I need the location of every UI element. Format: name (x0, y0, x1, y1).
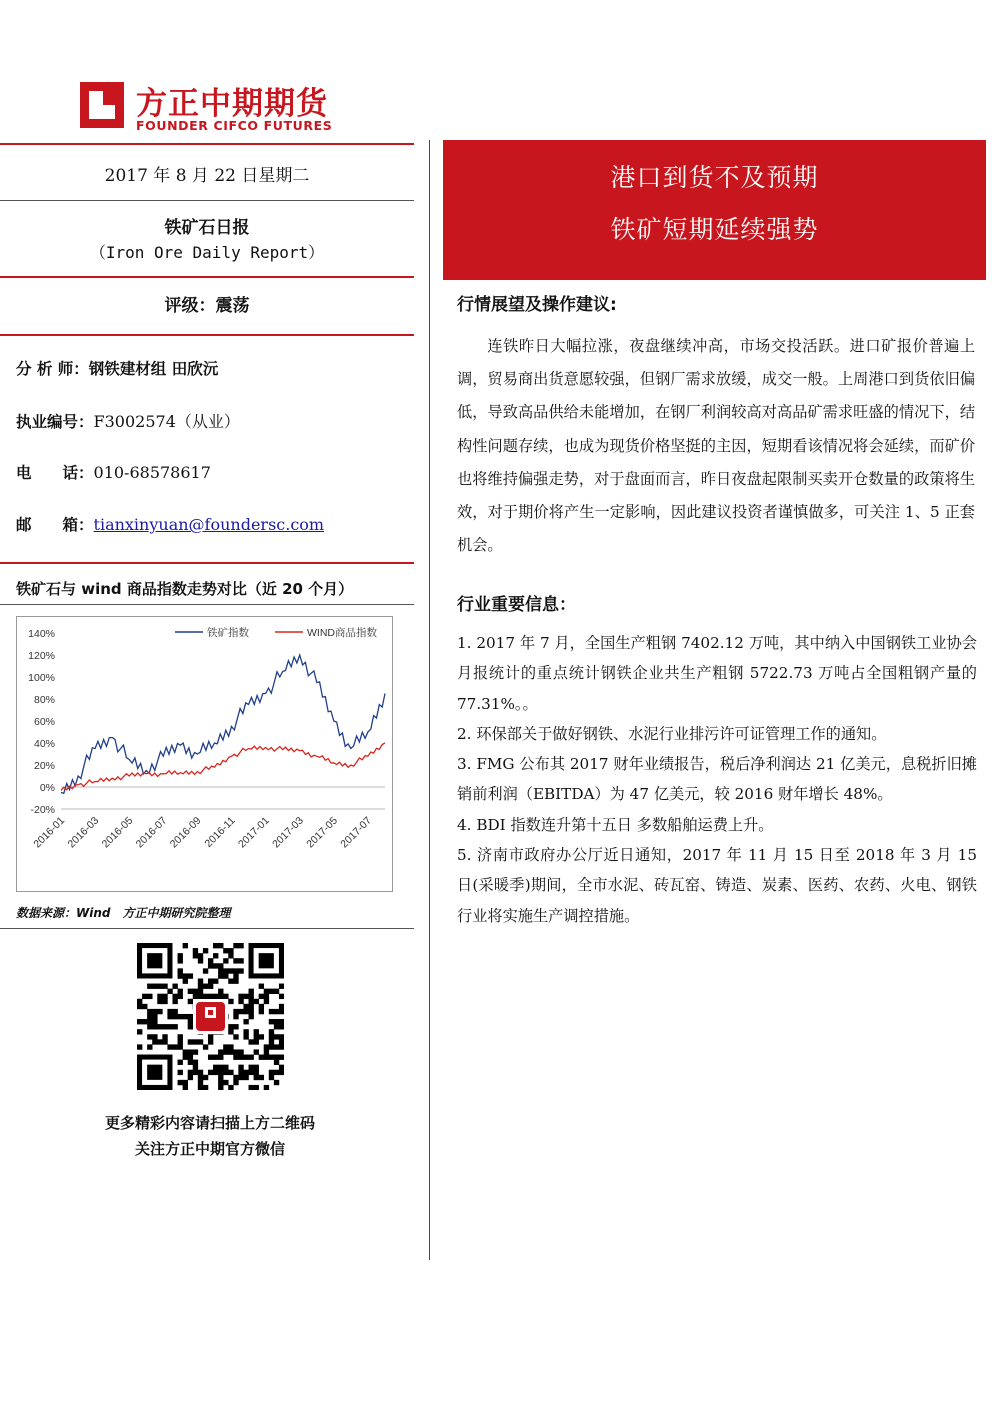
x-tick-label: 2017-03 (270, 814, 306, 851)
outlook-text: 连铁昨日大幅拉涨，夜盘继续冲高，市场交投活跃。进口矿报价普遍上调，贸易商出货意愿较强，但钢厂需求放缓，成交一般。上周港口到货依旧偏低，导致高品供给未能增加，在钢厂利润较高对高品矿需求旺盛的情况下，结构性问题存续，也成为现货价格坚挺的主因，短期看该情况将会延续，而矿价也将维持偏强走势，对于盘面而言，昨日夜盘起限制买卖开仓数量的政策将生效，对于期价将产生一定影响，因此建议投资者谨慎做多，可关注 1、5 正套机会。 (457, 337, 975, 555)
chart-frame (16, 616, 393, 892)
divider (0, 276, 414, 278)
x-tick-label: 2016-01 (31, 814, 68, 851)
news-item: 1. 2017 年 7 月，全国生产粗钢 7402.12 万吨，其中纳入中国钢铁工业协会月报统计的重点统计钢铁企业共生产粗钢 5722.73 万吨占全国粗钢产量的 77.31%。。 (457, 634, 977, 713)
column-separator (429, 140, 430, 1260)
license-row (16, 409, 240, 432)
divider (0, 200, 414, 201)
x-tick-label: 2017-05 (304, 814, 340, 851)
y-tick-label: 0% (39, 782, 55, 794)
news-heading: 行业重要信息： (457, 595, 576, 615)
founder-logo-icon (78, 80, 126, 130)
y-tick-label: 100% (28, 672, 55, 684)
report-title: 铁矿石日报 (164, 218, 250, 238)
y-tick-label: 20% (33, 760, 55, 772)
analyst-value: 钢铁建材组 田欣沅 (88, 360, 219, 378)
x-tick-label: 2016-11 (202, 814, 238, 850)
news-item: 3. FMG 公布其 2017 财年业绩报告，税后净利润达 21 亿美元，息税折旧摊销前利润（EBITDA）为 47 亿美元，较 2016 财年增长 48%。 (457, 755, 977, 804)
divider (0, 334, 414, 336)
license-label: 执业编号： (16, 413, 94, 431)
legend-label: 铁矿指数 (207, 627, 249, 639)
x-tick-label: 2016-07 (133, 814, 170, 851)
qr-caption-2: 关注方正中期官方微信 (134, 1140, 285, 1158)
email-row (16, 513, 324, 535)
email-label: 邮 箱： (16, 516, 94, 534)
headline-line-2: 铁矿短期延续强势 (610, 215, 819, 244)
news-item: 4. BDI 指数连升第十五日 多数船舶运费上升。 (457, 815, 774, 834)
x-tick-label: 2016-03 (65, 814, 102, 851)
analyst-label: 分 析 师： (16, 360, 89, 378)
legend-label: WIND商品指数 (307, 627, 377, 639)
outlook-paragraph (457, 330, 975, 562)
report-date: 2017 年 8 月 22 日星期二 (104, 166, 310, 186)
company-logo (78, 78, 358, 138)
logo-english-name: FOUNDER CIFCO FUTURES (136, 118, 333, 133)
series-line (61, 743, 385, 790)
comparison-line-chart (17, 617, 392, 891)
phone-row (16, 461, 211, 483)
x-tick-label: 2017-01 (236, 814, 272, 851)
x-tick-label: 2017-07 (338, 814, 375, 851)
left-top-divider (0, 143, 414, 145)
x-tick-label: 2016-09 (167, 814, 204, 851)
qr-caption-1: 更多精彩内容请扫描上方二维码 (104, 1114, 315, 1132)
series-line (61, 655, 385, 793)
email-link[interactable]: tianxinyuan@foundersc.com (93, 515, 325, 534)
news-item: 5. 济南市政府办公厅近日通知，2017 年 11 月 15 日至 2018 年 3 月 15 日(采暖季)期间，全市水泥、砖瓦窑、铸造、炭素、医药、农药、火电、钢铁行业将实施生产调控措施。 (457, 846, 977, 925)
y-tick-label: 80% (33, 694, 55, 706)
y-tick-label: -20% (30, 804, 55, 816)
outlook-heading: 行情展望及操作建议: (457, 295, 617, 315)
divider (0, 928, 414, 929)
x-tick-label: 2016-05 (99, 814, 136, 851)
analyst-row (16, 357, 218, 379)
logo-chinese-name: 方正中期期货 (136, 86, 328, 122)
y-tick-label: 120% (28, 650, 55, 662)
news-list (457, 628, 977, 931)
chart-source: 数据来源：Wind 方正中期研究院整理 (16, 906, 231, 920)
headline-line-1: 港口到货不及预期 (610, 163, 819, 192)
headline-box (443, 140, 986, 280)
phone-value: 010-68578617 (93, 463, 211, 482)
news-item: 2. 环保部关于做好钢铁、水泥行业排污许可证管理工作的通知。 (457, 724, 887, 743)
divider (0, 604, 414, 605)
license-value: F3002574（从业） (93, 412, 240, 431)
y-tick-label: 60% (33, 716, 55, 728)
y-tick-label: 40% (33, 738, 55, 750)
y-tick-label: 140% (28, 628, 55, 640)
chart-heading: 铁矿石与 wind 商品指数走势对比（近 20 个月） (16, 580, 354, 598)
report-title-english: （Iron Ore Daily Report） (89, 243, 325, 262)
divider (0, 562, 414, 564)
wechat-qr-code[interactable] (137, 943, 284, 1090)
phone-label: 电 话： (16, 464, 94, 482)
rating: 评级：震荡 (164, 296, 250, 316)
